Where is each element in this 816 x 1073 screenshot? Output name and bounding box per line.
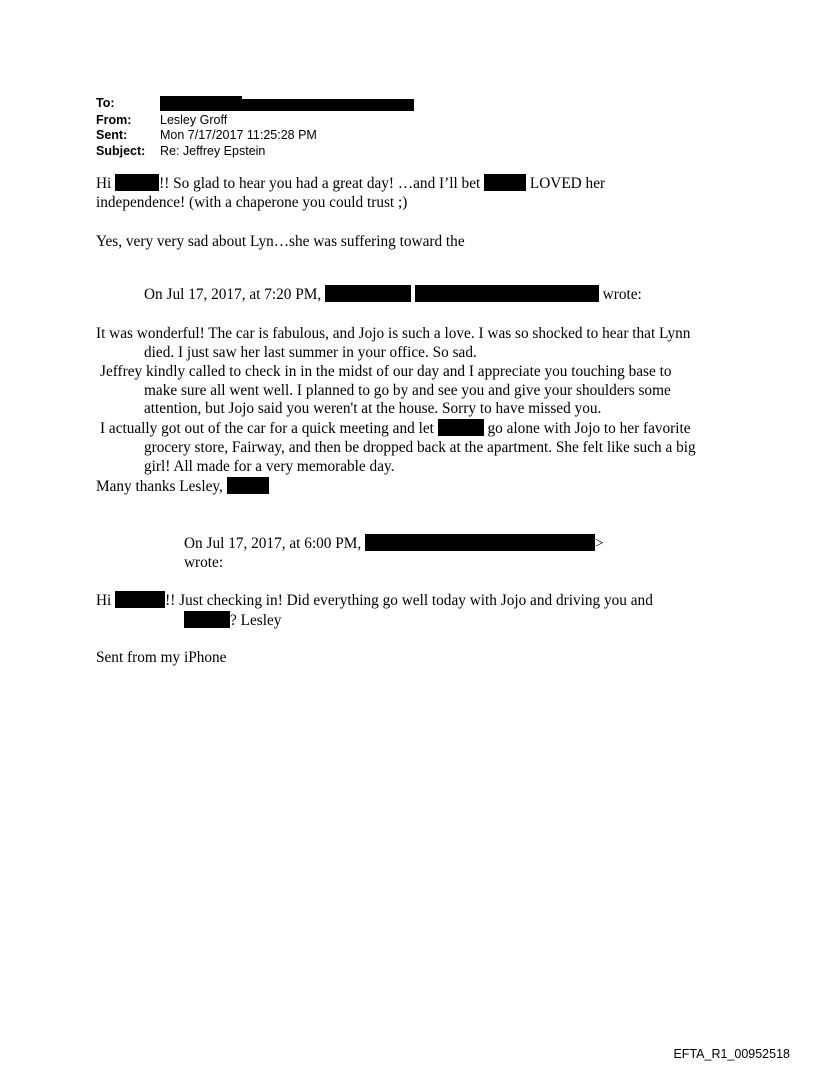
redaction-block xyxy=(484,174,526,191)
redaction-block xyxy=(227,477,269,494)
redaction-block xyxy=(415,285,599,302)
reply-paragraph-1 xyxy=(96,174,696,213)
quote1-paragraph-3 xyxy=(96,419,696,476)
to-row xyxy=(96,96,414,113)
attribution-text: On Jul 17, 2017, at 7:20 PM, xyxy=(144,286,326,304)
reply-text: LOVED her independence! (with a chaperone you could trust ;) xyxy=(96,175,606,211)
attribution-text: wrote: xyxy=(598,286,642,304)
quote-text: Hi xyxy=(96,591,116,609)
sent-row xyxy=(96,128,414,144)
redaction-block xyxy=(242,99,414,111)
redaction-block xyxy=(184,611,230,628)
quote-text: ? Lesley xyxy=(230,611,282,629)
redaction-block xyxy=(365,534,595,551)
email-body xyxy=(96,174,696,667)
attribution-text: > xyxy=(595,535,604,553)
from-value: Lesley Groff xyxy=(160,112,228,127)
quote-text: Many thanks Lesley, xyxy=(96,477,227,495)
quote2-paragraph-1 xyxy=(96,591,696,631)
signature: Sent from my iPhone xyxy=(96,648,227,666)
subject-label: Subject: xyxy=(96,143,146,158)
quote1-paragraph-4 xyxy=(96,477,696,497)
subject-row xyxy=(96,144,414,160)
attribution-text: On Jul 17, 2017, at 6:00 PM, xyxy=(184,535,366,553)
document-id: EFTA_R1_00952518 xyxy=(673,1047,790,1061)
redaction-block xyxy=(160,96,242,111)
from-label: From: xyxy=(96,112,132,127)
reply-paragraph-2: Yes, very very sad about Lyn…she was suffering toward the xyxy=(96,232,465,250)
quote2-attribution xyxy=(96,534,696,554)
redaction-block xyxy=(115,591,165,608)
subject-value: Re: Jeffrey Epstein xyxy=(160,143,266,158)
reply-text: !! So glad to hear you had a great day! …and I’ll bet xyxy=(159,175,485,192)
quote1-paragraph-2: Jeffrey kindly called to check in in the midst of our day and I appreciate you touching base to make sure all went well. I planned to go by and see you and give your shoulders some attention, but Jojo said you weren't at the house. Sorry to have missed you. xyxy=(100,362,672,418)
quote-text: I actually got out of the car for a quick meeting and let xyxy=(100,420,438,438)
redaction-block xyxy=(325,285,411,302)
quote-text: !! Just checking in! Did everything go well today with Jojo and driving you and xyxy=(165,591,653,609)
sent-label: Sent: xyxy=(96,128,128,142)
quote1-attribution xyxy=(96,285,696,305)
to-label: To: xyxy=(96,96,115,110)
sent-value: Mon 7/17/2017 11:25:28 PM xyxy=(160,128,317,142)
quote1-paragraph-1: It was wonderful! The car is fabulous, and Jojo is such a love. I was so shocked to hear that Lynn died. I just saw her last summer in your office. So sad. xyxy=(96,325,691,361)
redaction-block xyxy=(438,419,484,436)
quote2-attribution-cont: wrote: xyxy=(184,554,224,572)
to-value xyxy=(160,96,414,113)
redaction-block xyxy=(115,174,159,191)
from-row xyxy=(96,113,414,129)
quote-text: go alone with Jojo to her favorite grocery store, Fairway, and then be dropped back at the apartment. She felt like such a big girl! All made for a very memorable day. xyxy=(144,420,696,475)
email-header xyxy=(96,96,414,159)
reply-text: Hi xyxy=(96,175,116,192)
